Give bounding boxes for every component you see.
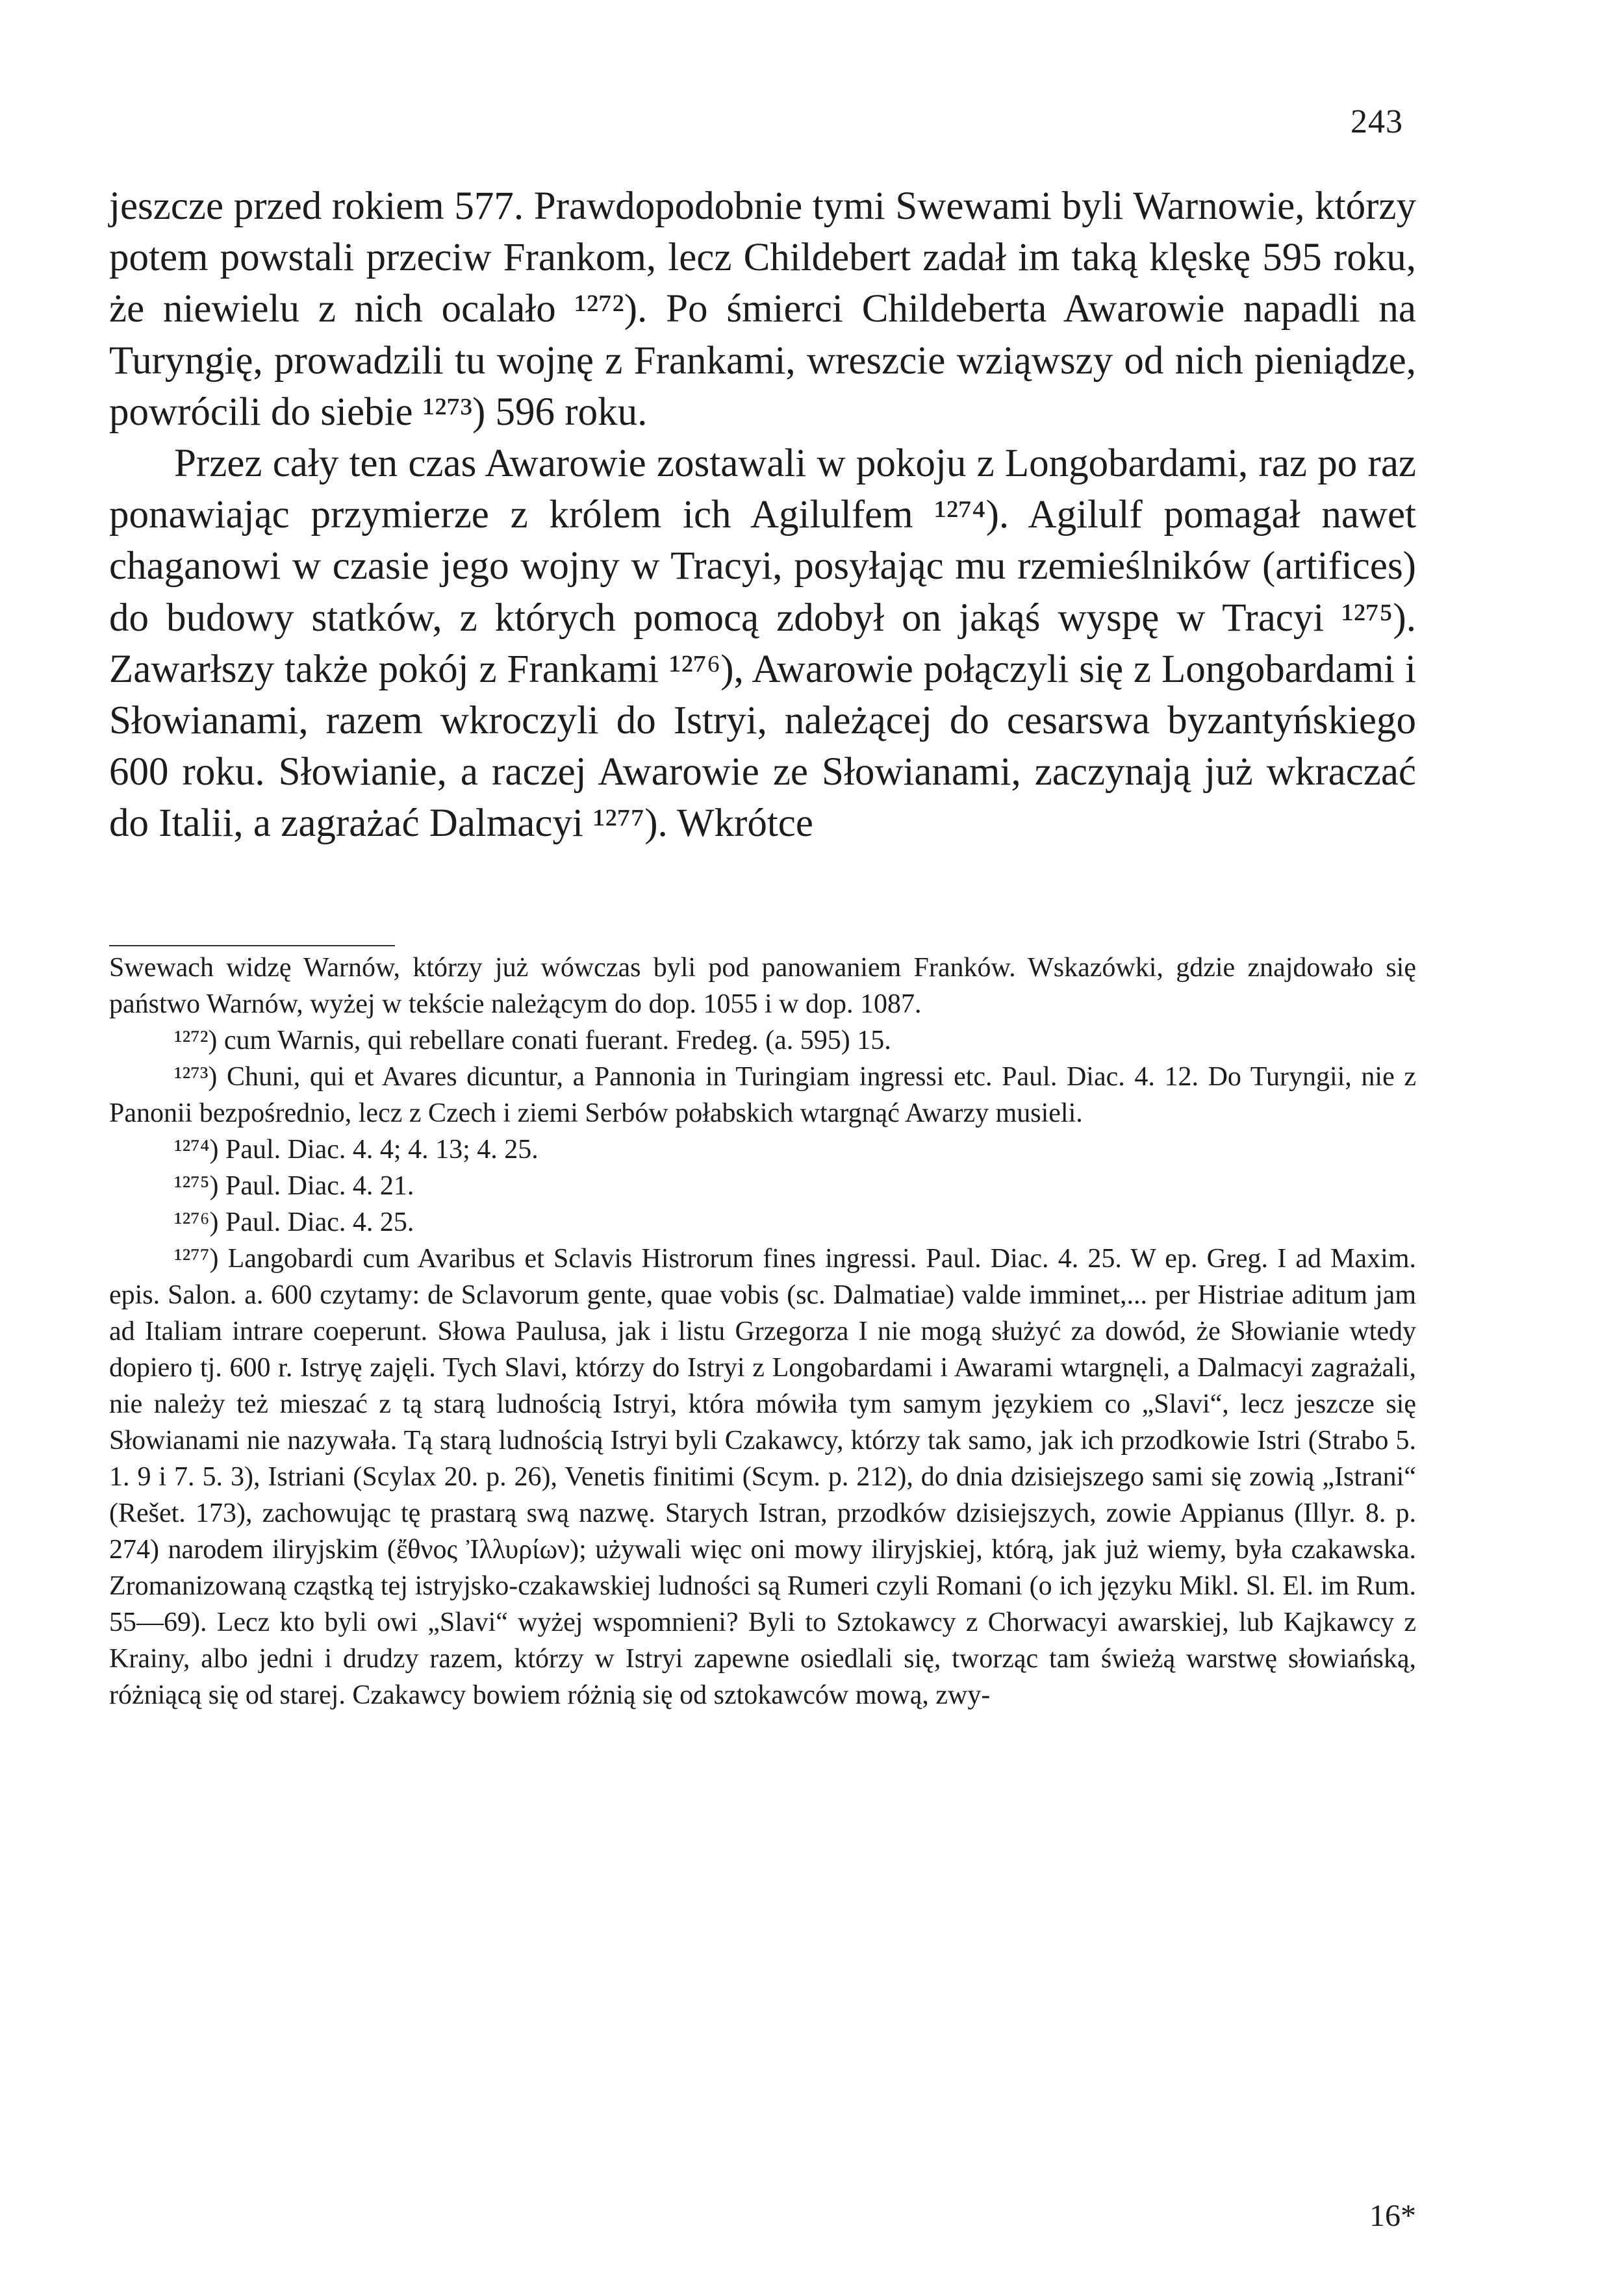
main-text <box>109 181 1416 850</box>
footnote-continuation: Swewach widzę Warnów, którzy już wówczas byli pod panowaniem Franków. Wskazówki, gdzie znajdowało się państwo Warnów, wyżej w tekście należącym do dop. 1055 i w dop. 1087. <box>109 953 1416 1019</box>
footnote-1275: ¹²⁷⁵) Paul. Diac. 4. 21. <box>174 1171 414 1201</box>
footnotes <box>109 950 1416 1713</box>
main-paragraph: jeszcze przed rokiem 577. Prawdopodobnie tymi Swewami byli Warnowie, którzy potem powstali przeciw Frankom, lecz Childebert zadał im taką klęskę 595 roku, że niewielu z nich ocalało ¹²⁷²). Po śmierci Childeberta Awarowie napadli na Turyngię, prowadzili tu wojnę z Frankami, wreszcie wziąwszy od nich pieniądze, powrócili do siebie ¹²⁷³) 596 roku. <box>109 184 1416 434</box>
footnote-1276: ¹²⁷⁶) Paul. Diac. 4. 25. <box>174 1207 414 1237</box>
page-number: 243 <box>1351 103 1403 140</box>
footnote-1277: ¹²⁷⁷) Langobardi cum Avaribus et Sclavis Histrorum fines ingressi. Paul. Diac. 4. 25. W ep. Greg. I ad Maxim. epis. Salon. a. 600 czytamy: de Sclavorum gente, quae vobis (sc. Dalmatiae) valde imminet,... per Histriae aditum jam ad Italiam intrare coeperunt. Słowa Paulusa, jak i listu Grzegorza I nie mogą służyć za dowód, że Słowianie wtedy dopiero tj. 600 r. Istryę zajęli. Tych Slavi, którzy do Istryi z Longobardami i Awarami wtargnęli, a Dalmacyi zagrażali, nie należy też mieszać z tą starą ludnością Istryi, która mówiła tym samym językiem co „Slavi“, lecz jeszcze się Słowianami nie nazywała. Tą starą ludnością Istryi byli Czakawcy, którzy tak samo, jak ich przodkowie Istri (Strabo 5. 1. 9 i 7. 5. 3), Istriani (Scylax 20. p. 26), Venetis finitimi (Scym. p. 212), do dnia dzisiejszego sami się zowią „Istrani“ (Rešet. 173), zachowując tę prastarą swą nazwę. Starych Istran, przodków dzisiejszych, zowie Appianus (Illyr. 8. p. 274) narodem iliryjskim (ἔθνος Ἰλλυρίων); używali więc oni mowy iliryjskiej, którą, jak już wiemy, była czakawska. Zromanizowaną cząstką tej istryjsko-czakawskiej ludności są Rumeri czyli Romani (o ich języku Mikl. Sl. El. im Rum. 55—69). Lecz kto byli owi „Slavi“ wyżej wspomnieni? Byli to Sztokawcy z Chorwacyi awarskiej, lub Kajkawcy z Krainy, albo jedni i drudzy razem, którzy w Istryi zapewne osiedlali się, tworząc tam świeżą warstwę słowiańską, różniącą się od starej. Czakawcy bowiem różnią się od sztokawców mową, zwy- <box>109 1244 1416 1710</box>
footnote-1274: ¹²⁷⁴) Paul. Diac. 4. 4; 4. 13; 4. 25. <box>174 1135 539 1165</box>
footnote-separator <box>109 945 395 946</box>
footnote-1273: ¹²⁷³) Chuni, qui et Avares dicuntur, a Pannonia in Turingiam ingressi etc. Paul. Diac. 4. 12. Do Turyngii, nie z Panonii bezpośrednio, lecz z Czech i ziemi Serbów połabskich wtargnąć Awarzy musieli. <box>109 1062 1416 1128</box>
signature-mark: 16* <box>1369 2199 1416 2233</box>
footnote-1272: ¹²⁷²) cum Warnis, qui rebellare conati fuerant. Fredeg. (a. 595) 15. <box>174 1026 891 1055</box>
main-paragraph: Przez cały ten czas Awarowie zostawali w pokoju z Longobardami, raz po raz ponawiając przymierze z królem ich Agilulfem ¹²⁷⁴). Agilulf pomagał nawet chaganowi w czasie jego wojny w Tracyi, posyłając mu rzemieślników (artifices) do budowy statków, z których pomocą zdobył on jakąś wyspę w Tracyi ¹²⁷⁵). Zawarłszy także pokój z Frankami ¹²⁷⁶), Awarowie połączyli się z Longobardami i Słowianami, razem wkroczyli do Istryi, należącej do cesarswa byzantyńskiego 600 roku. Słowianie, a raczej Awarowie ze Słowianami, zaczynają już wkraczać do Italii, a zagrażać Dalmacyi ¹²⁷⁷). Wkrótce <box>109 442 1416 846</box>
